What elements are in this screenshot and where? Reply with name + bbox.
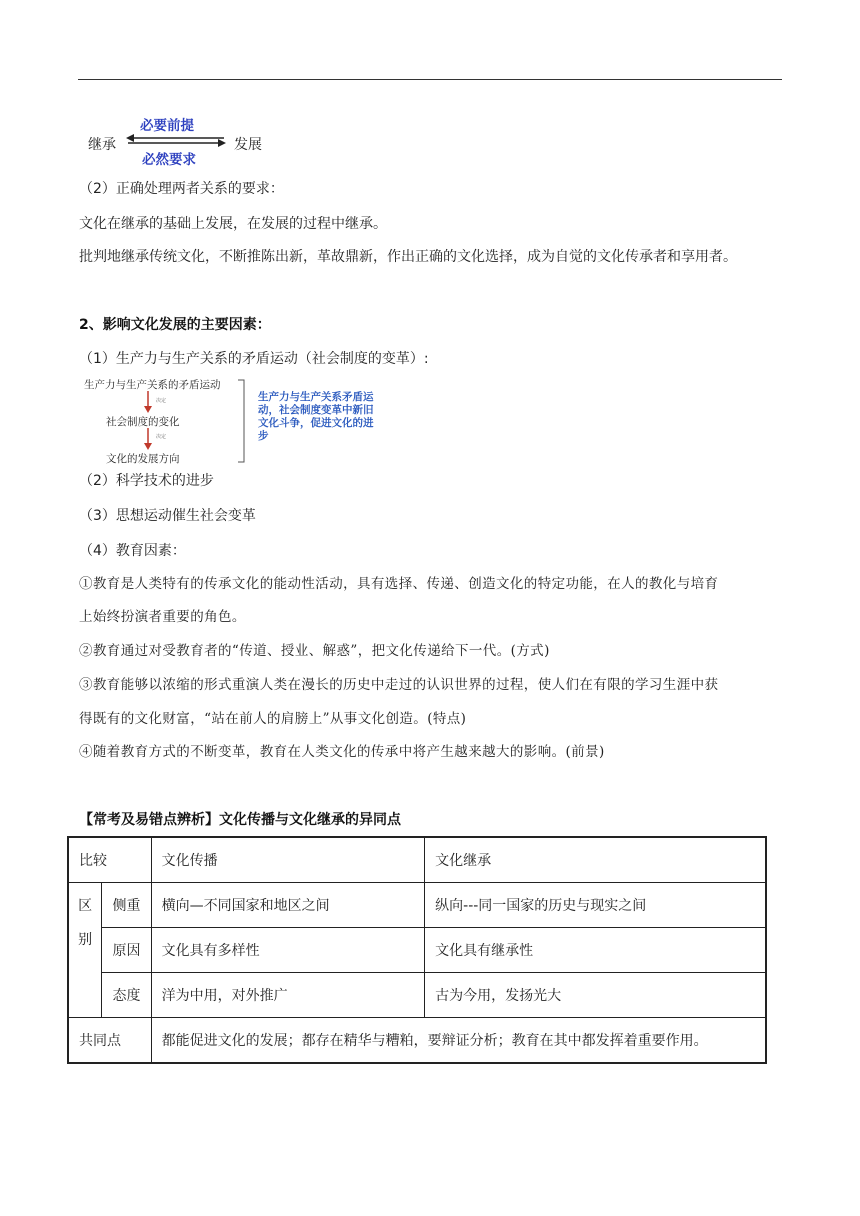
- double-arrow-icon: [126, 134, 226, 148]
- factor-item-1: （1）生产力与生产关系的矛盾运动（社会制度的变革）:: [79, 351, 429, 367]
- education-point-4: ④随着教育方式的不断变革，教育在人类文化的传承中将产生越来越大的影响。(前景): [79, 744, 605, 760]
- table-row: [68, 973, 766, 1018]
- header-rule: [78, 79, 782, 80]
- diagram-note: 生产力与生产关系矛盾运动，社会制度变革中新旧文化斗争，促进文化的进步: [258, 391, 374, 442]
- down-arrow-icon: [144, 428, 152, 450]
- education-point-1-cont: 上始终扮演者重要的角色。: [79, 609, 246, 625]
- diagram-bottom-label: 必然要求: [142, 152, 196, 168]
- table-row: [68, 883, 766, 928]
- down-arrow-icon: [144, 391, 152, 413]
- inherit-develop-diagram: [88, 112, 288, 168]
- paragraph: 批判地继承传统文化，不断推陈出新，革故鼎新，作出正确的文化选择，成为自觉的文化传承者和享用者。: [79, 249, 737, 265]
- education-point-3-cont: 得既有的文化财富，“站在前人的肩膀上”从事文化创造。(特点): [79, 711, 467, 727]
- factor-item-2: （2）科学技术的进步: [79, 473, 214, 489]
- education-point-2: ②教育通过对受教育者的“传道、授业、解惑”，把文化传递给下一代。(方式): [79, 643, 550, 659]
- factor-item-4: （4）教育因素：: [79, 543, 186, 559]
- arrow-label: 决定: [156, 434, 167, 440]
- table-cell: 文化具有继承性: [425, 928, 766, 973]
- table-cell: 纵向---同一国家的历史与现实之间: [425, 883, 766, 928]
- table-cell: 共同点: [68, 1018, 151, 1064]
- arrow-label: 决定: [156, 398, 167, 404]
- education-point-1: ①教育是人类特有的传承文化的能动性活动，具有选择、传递、创造文化的特定功能，在人的教化与培育: [79, 576, 719, 592]
- table-cell: 文化具有多样性: [151, 928, 424, 973]
- diagram-node-2: 社会制度的变化: [106, 416, 180, 428]
- table-cell: 侧重: [102, 883, 151, 928]
- relation-requirement-heading: （2）正确处理两者关系的要求：: [79, 181, 284, 197]
- bracket-icon: [238, 379, 250, 463]
- comparison-table: [67, 836, 767, 1064]
- table-header-cell: 文化传播: [151, 837, 424, 883]
- diagram-right-label: 发展: [234, 137, 262, 153]
- table-cell: 古为今用，发扬光大: [425, 973, 766, 1018]
- diagram-left-label: 继承: [88, 137, 116, 153]
- table-cell: 横向—不同国家和地区之间: [151, 883, 424, 928]
- table-row: [68, 1018, 766, 1064]
- table-header-cell: 比较: [68, 837, 151, 883]
- table-cell: 态度: [102, 973, 151, 1018]
- comparison-heading: 【常考及易错点辨析】文化传播与文化继承的异同点: [79, 812, 401, 828]
- paragraph: 文化在继承的基础上发展，在发展的过程中继承。: [79, 216, 387, 232]
- factor-item-3: （3）思想运动催生社会变革: [79, 508, 256, 524]
- section-heading: 2、影响文化发展的主要因素：: [79, 317, 271, 333]
- table-cell: 原因: [102, 928, 151, 973]
- table-header-cell: 文化继承: [425, 837, 766, 883]
- diagram-top-label: 必要前提: [140, 118, 194, 134]
- diagram-node-1: 生产力与生产关系的矛盾运动: [84, 379, 221, 391]
- table-cell: 都能促进文化的发展；都存在精华与糟粕，要辩证分析；教育在其中都发挥着重要作用。: [151, 1018, 766, 1064]
- table-cell: 洋为中用，对外推广: [151, 973, 424, 1018]
- table-row: [68, 837, 766, 883]
- table-row: [68, 928, 766, 973]
- education-point-3: ③教育能够以浓缩的形式重演人类在漫长的历史中走过的认识世界的过程，使人们在有限的学习生涯中获: [79, 677, 719, 693]
- table-cell: 区别: [68, 883, 102, 1018]
- diagram-node-3: 文化的发展方向: [106, 453, 180, 465]
